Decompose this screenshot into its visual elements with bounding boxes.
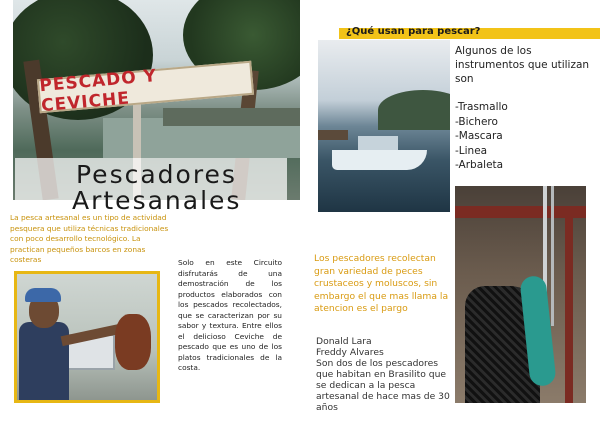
authors-description: Son dos de los pescadores que habitan en Brasilito que se dedican a la pesca artesanal de hace mas de 30 años: [316, 358, 450, 413]
intro-paragraph: La pesca artesanal es un tipo de actividad pesquera que utiliza técnicas tradicionales con poco desarrollo tecnológico. La practican pequeños barcos en zonas costeras: [10, 213, 169, 264]
fishing-tools-photo: [455, 186, 586, 403]
fisherman-photo: [14, 271, 160, 403]
sign-text: PESCADO Y CEVICHE: [38, 66, 158, 117]
tool-item: -Mascara: [455, 130, 503, 143]
page-title-line-2: Artesanales: [72, 186, 242, 215]
page-title-line-1: Pescadores: [76, 160, 237, 189]
tool-item: -Bichero: [455, 115, 498, 128]
tools-intro-text: Algunos de los instrumentos que utilizan son: [455, 45, 590, 85]
section-title: ¿Qué usan para pescar?: [346, 26, 481, 37]
tool-item: -Linea: [455, 144, 488, 157]
authors-block: [316, 336, 452, 413]
author-name-1: Donald Lara: [316, 336, 372, 347]
author-name-2: Freddy Alvares: [316, 347, 384, 358]
catch-paragraph: Los pescadores recolectan gran variedad de peces crustaceos y moluscos, sin embargo el que mas llama la atencion es el pargo: [314, 253, 449, 315]
circuit-paragraph: Solo en este Circuito disfrutarás de una demostración de los productos elaborados con los pescados recolectados, que se caracterizan por su sabor y textura. Entre ellos el delicioso Ceviche de pescado que es uno de los platos tradicionales de la costa.: [178, 258, 282, 372]
tool-item: -Arbaleta: [455, 159, 504, 172]
tools-list: [455, 100, 585, 173]
tool-item: -Trasmallo: [455, 101, 508, 113]
boat-photo: [318, 40, 450, 212]
